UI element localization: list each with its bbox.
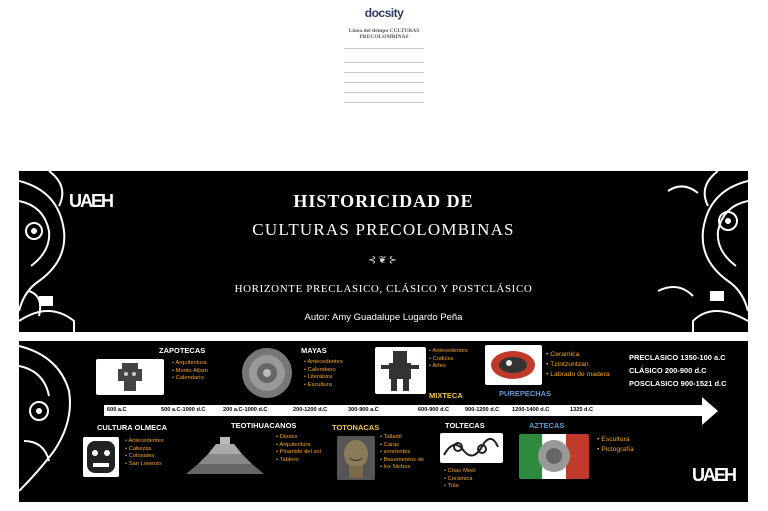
- uaeh-logo: UAEH: [69, 191, 113, 211]
- main-subtitle: CULTURAS PRECOLOMBINAS: [252, 220, 515, 239]
- toltec-glyph-image: [440, 433, 503, 463]
- timeline-date: 500 a.C-1000 d.C: [161, 407, 206, 413]
- main-title: HISTORICIDAD DE: [293, 191, 474, 211]
- totonacas-item: • sonrientes: [380, 449, 424, 457]
- left-mask-decoration: [19, 341, 89, 502]
- cover-title-line1: Línea del tiempo CULTURAS: [348, 28, 420, 34]
- cover-title: [328, 28, 440, 40]
- aztecas-item: • Escultura: [597, 435, 634, 445]
- aztecas-item: • Pictografía: [597, 445, 634, 455]
- timeline-date: 1325 d.C: [570, 407, 594, 413]
- mixteca-item: • Artes: [429, 363, 468, 371]
- timeline-date: 600-900 d.C: [418, 407, 450, 413]
- period-posclasico: POSCLASICO 900-1521 d.C: [629, 379, 727, 388]
- period-preclasico: PRECLASICO 1350-100 a.C: [629, 353, 726, 362]
- aztecas-list: [597, 435, 634, 455]
- olmeca-item: • Cabezas: [125, 446, 164, 454]
- olmeca-list: [125, 438, 164, 468]
- aztecas-label: AZTECAS: [529, 421, 565, 430]
- teotihuacanos-item: • Piramide del sol: [276, 449, 321, 457]
- mixteca-list: [429, 348, 468, 371]
- pyramid-image: [182, 434, 268, 476]
- placeholder-line: [344, 102, 424, 103]
- mayas-label: MAYAS: [301, 346, 327, 355]
- timeline-date: 300-900 a.C: [348, 407, 379, 413]
- mixteca-item: • Codices: [429, 356, 468, 364]
- olmeca-label: CULTURA OLMECA: [97, 423, 167, 432]
- toltecas-list: [444, 468, 476, 491]
- mayas-item: • Literatura: [304, 374, 343, 382]
- mayas-item: • Calendario: [304, 367, 343, 375]
- toltecas-item: • Cerámica: [444, 476, 476, 484]
- right-mask-decoration: [648, 171, 748, 332]
- purepecha-pottery-image: [485, 345, 542, 385]
- cover-page: [318, 0, 450, 170]
- cover-title-line2: PRECOLOMBINAS: [359, 34, 409, 40]
- aztec-calendar-image: [519, 434, 589, 479]
- author-line: Autor: Amy Guadalupe Lugardo Peña: [304, 312, 463, 323]
- mayas-item: • Antecedentes: [304, 359, 343, 367]
- mayas-item: • Escultura: [304, 382, 343, 390]
- purepechas-item: • Labrado de madera: [546, 370, 610, 380]
- teotihuacanos-item: • Tablero: [276, 457, 321, 465]
- zapotecas-list: [172, 360, 208, 383]
- timeline-date: 200-1200 d.C: [293, 407, 328, 413]
- placeholder-line: [344, 48, 424, 49]
- zapotecas-label: ZAPOTECAS: [159, 346, 206, 355]
- mixteca-item: • Antecedentes: [429, 348, 468, 356]
- timeline-date: 900-1200 d.C: [465, 407, 500, 413]
- mayas-list: [304, 359, 343, 389]
- totonac-smiling-face-image: [337, 436, 375, 480]
- purepechas-label: PUREPECHAS: [499, 389, 552, 398]
- placeholder-line: [344, 62, 424, 63]
- olmeca-item: • Antecedentes: [125, 438, 164, 446]
- totonacas-list: [380, 434, 424, 472]
- timeline-date: 1200-1400 d.C: [512, 407, 550, 413]
- zapotecas-item: • Arquitectura: [172, 360, 208, 368]
- timeline-arrow-head: [702, 397, 718, 425]
- purepechas-item: • Ceramica: [546, 350, 610, 360]
- totonacas-item: • los Nichos: [380, 464, 424, 472]
- teotihuacanos-item: • Dioses: [276, 434, 321, 442]
- timeline-date: 200 a.C-1000 d.C: [223, 407, 268, 413]
- zapotec-urn-image: [96, 359, 164, 395]
- totonacas-item: • Caras: [380, 442, 424, 450]
- placeholder-line: [344, 82, 424, 83]
- zapotecas-item: • Monte Alban: [172, 368, 208, 376]
- toltecas-item: • Chac-Mool: [444, 468, 476, 476]
- totonacas-label: TOTONACAS: [332, 423, 380, 432]
- toltecas-label: TOLTECAS: [445, 421, 485, 430]
- uaeh-logo: UAEH: [692, 465, 736, 485]
- olmec-head-image: [83, 437, 119, 477]
- purepechas-list: [546, 350, 610, 380]
- docsity-logo: docsity: [364, 6, 404, 20]
- teotihuacanos-item: • Arquitectura: [276, 442, 321, 450]
- mixteca-label: MIXTECA: [429, 391, 463, 400]
- placeholder-line: [344, 72, 424, 73]
- timeline-slide: [19, 341, 748, 502]
- totonacas-item: • Tallado: [380, 434, 424, 442]
- purepechas-item: • Tzintzuntzan: [546, 360, 610, 370]
- mixtec-codex-image: [375, 347, 426, 394]
- teotihuacanos-label: TEOTIHUACANOS: [231, 421, 297, 430]
- olmeca-item: • San Lorenzo: [125, 461, 164, 469]
- ornament-divider: ⊰❦⊱: [367, 255, 400, 266]
- teotihuacanos-list: [276, 434, 321, 464]
- zapotecas-item: • Calendario: [172, 375, 208, 383]
- horizon-heading: HORIZONTE PRECLASICO, CLÁSICO Y POSTCLÁSICO: [234, 283, 533, 295]
- period-clasico: CLÁSICO 200-900 d.C: [629, 366, 707, 375]
- maya-calendar-image: [237, 347, 297, 399]
- title-slide: [19, 171, 748, 332]
- timeline-date: 600 a.C: [107, 407, 127, 413]
- olmeca-item: • Colosales: [125, 453, 164, 461]
- totonacas-item: • Basamentos de: [380, 457, 424, 465]
- placeholder-line: [344, 92, 424, 93]
- toltecas-item: • Tula: [444, 483, 476, 491]
